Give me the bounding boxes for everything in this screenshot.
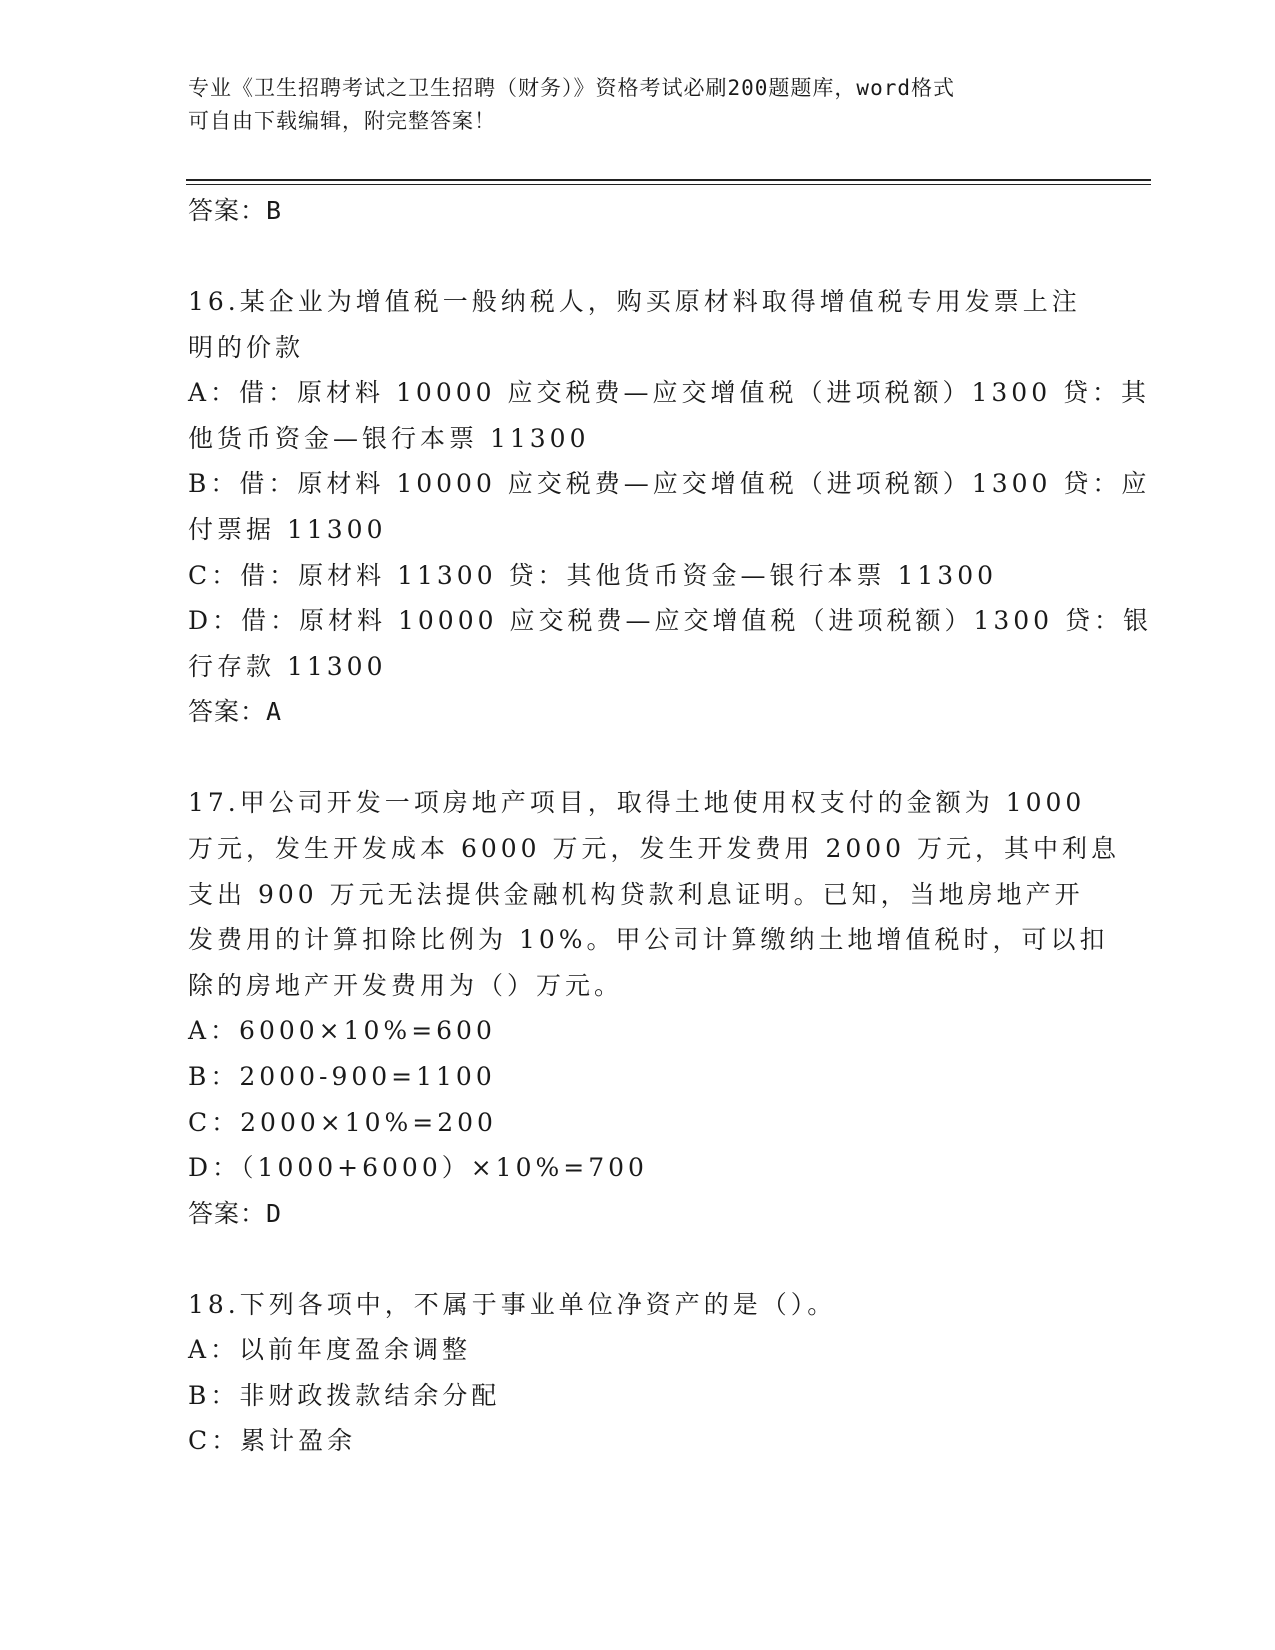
question-17 — [188, 780, 1121, 1236]
question-16-option-d-1: D：借：原材料 10000 应交税费—应交增值税（进项税额）1300 贷：银 — [188, 606, 1153, 636]
question-17-stem-5: 除的房地产开发费用为（）万元。 — [188, 970, 624, 1000]
answer-q15: 答案：B — [188, 196, 283, 225]
question-16 — [188, 279, 1153, 735]
question-18-stem: 18.下列各项中，不属于事业单位净资产的是（）。 — [188, 1289, 837, 1319]
question-16-option-b-1: B：借：原材料 10000 应交税费—应交增值税（进项税额）1300 贷：应 — [188, 469, 1151, 499]
question-18-option-a: A：以前年度盈余调整 — [188, 1335, 472, 1365]
question-17-option-b: B：2000-900=1100 — [188, 1061, 496, 1091]
spacer — [188, 735, 1088, 780]
question-16-option-b-2: 付票据 11300 — [188, 514, 387, 544]
question-17-stem-3: 支出 900 万元无法提供金融机构贷款利息证明。已知，当地房地产开 — [188, 879, 1084, 909]
question-17-stem-2: 万元，发生开发成本 6000 万元，发生开发费用 2000 万元，其中利息 — [188, 833, 1121, 863]
spacer — [188, 234, 1088, 279]
document-header — [188, 72, 1088, 138]
header-divider-thick — [186, 179, 1151, 181]
header-divider-thin — [186, 184, 1151, 185]
question-17-stem-1: 17.甲公司开发一项房地产项目，取得土地使用权支付的金额为 1000 — [188, 788, 1086, 818]
question-16-option-c: C：借：原材料 11300 贷：其他货币资金—银行本票 11300 — [188, 560, 998, 590]
header-line-2: 可自由下载编辑，附完整答案！ — [188, 109, 496, 133]
question-18-option-b: B：非财政拨款结余分配 — [188, 1380, 501, 1410]
answer-q17: 答案：D — [188, 1198, 283, 1228]
question-17-option-a: A：6000×10%=600 — [188, 1016, 496, 1046]
answer-q16: 答案：A — [188, 697, 283, 727]
question-16-option-a-1: A：借：原材料 10000 应交税费—应交增值税（进项税额）1300 贷：其 — [188, 378, 1151, 408]
header-line-1: 专业《卫生招聘考试之卫生招聘（财务）》资格考试必刷200题题库，word格式 — [188, 76, 955, 100]
question-17-stem-4: 发费用的计算扣除比例为 10%。甲公司计算缴纳土地增值税时，可以扣 — [188, 925, 1109, 955]
question-16-stem-1: 16.某企业为增值税一般纳税人，购买原材料取得增值税专用发票上注 — [188, 287, 1081, 316]
question-16-stem-2: 明的价款 — [188, 332, 305, 362]
question-content — [188, 188, 1153, 1464]
question-17-option-c: C：2000×10%=200 — [188, 1107, 497, 1137]
question-18 — [188, 1282, 1088, 1464]
spacer — [188, 1237, 1088, 1282]
question-17-option-d: D：（1000+6000）×10%=700 — [188, 1153, 648, 1183]
question-16-option-d-2: 行存款 11300 — [188, 651, 387, 681]
question-18-option-c: C：累计盈余 — [188, 1426, 357, 1456]
question-16-option-a-2: 他货币资金—银行本票 11300 — [188, 423, 590, 453]
